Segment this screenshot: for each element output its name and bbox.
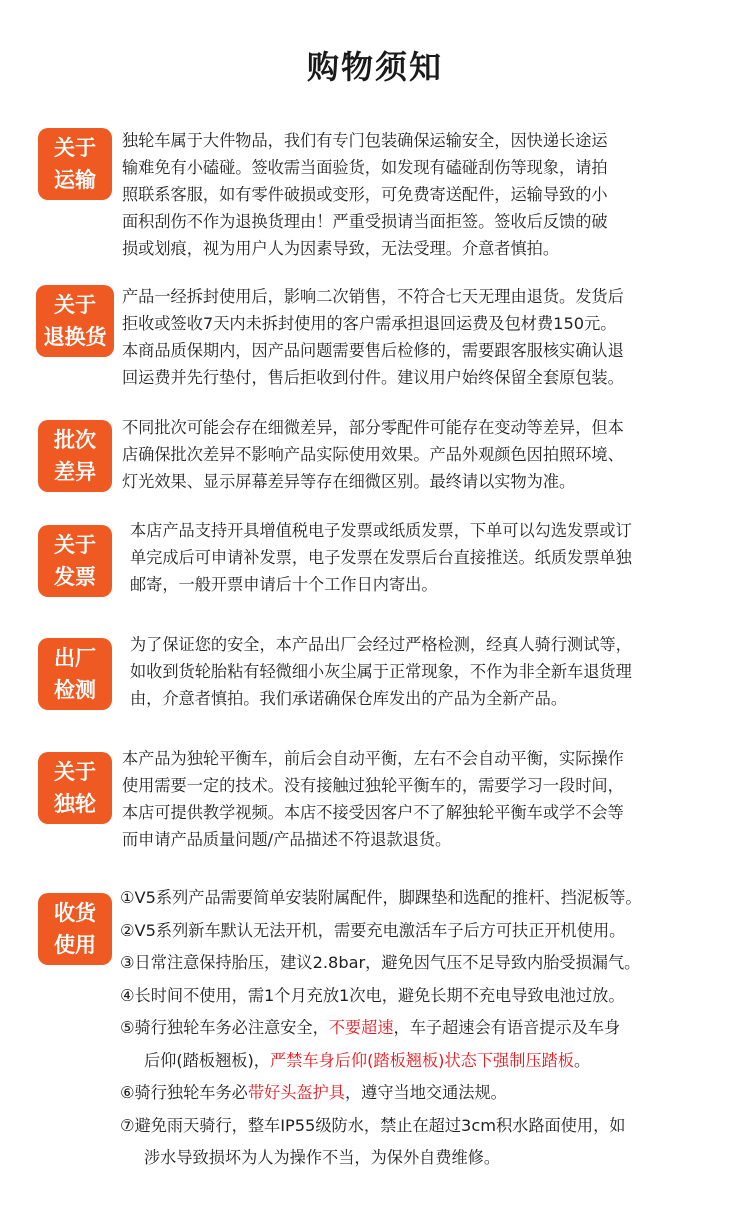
badge-invoice xyxy=(38,525,112,597)
warning-text: 不要超速 xyxy=(328,1018,394,1037)
badge-line: 检测 xyxy=(54,678,96,702)
note-item: 后仰(踏板翘板)，严禁车身后仰(踏板翘板)状态下强制压踏板。 xyxy=(144,1050,591,1070)
badge-receipt-use xyxy=(38,893,112,965)
text-line: 邮寄，一般开票申请后十个工作日内寄出。 xyxy=(130,575,438,594)
returns-text xyxy=(122,283,712,391)
note-item: ⑤骑行独轮车务必注意安全，不要超速，车子超速会有语音提示及车身 xyxy=(120,1018,621,1037)
note-item: ③日常注意保持胎压，建议2.8bar，避免因气压不足导致内胎受损漏气。 xyxy=(120,953,641,972)
batch-text xyxy=(122,414,712,495)
text-line: 本店产品支持开具增值税电子发票或纸质发票，下单可以勾选发票或订 xyxy=(130,521,632,540)
badge-line: 关于 xyxy=(54,136,96,160)
badge-line: 退换货 xyxy=(43,325,107,349)
text-line: 而申请产品质量问题/产品描述不符退款退货。 xyxy=(122,830,452,849)
note-item: 涉水导致损坏为人为操作不当，为保外自费维修。 xyxy=(144,1148,501,1167)
shipping-text xyxy=(122,127,712,262)
badge-factory-test xyxy=(38,638,112,710)
text-line: 本店可提供教学视频。本店不接受因客户不了解独轮平衡车或学不会等 xyxy=(122,803,624,822)
badge-returns xyxy=(36,285,114,357)
factory-test-text xyxy=(130,631,720,712)
text-line: 由，介意者慎拍。我们承诺确保仓库发出的产品为全新产品。 xyxy=(130,689,568,708)
text-line: 回运费并先行垫付，售后拒收到付件。建议用户始终保留全套原包装。 xyxy=(122,368,624,387)
text-line: 本产品为独轮平衡车，前后会自动平衡，左右不会自动平衡，实际操作 xyxy=(122,749,624,768)
text-line: 本商品质保期内，因产品问题需要售后检修的，需要跟客服核实确认退 xyxy=(122,341,624,360)
badge-line: 发票 xyxy=(54,565,96,589)
warning-text: 严禁车身后仰(踏板翘板)状态下强制压踏板 xyxy=(269,1050,574,1070)
badge-line: 差异 xyxy=(54,460,96,484)
text-line: 店确保批次差异不影响产品实际使用效果。产品外观颜色因拍照环境、 xyxy=(122,445,624,464)
note-item: ①V5系列产品需要简单安装附属配件，脚踝垫和选配的推杆、挡泥板等。 xyxy=(120,888,642,907)
note-item: ④长时间不使用，需1个月充放1次电，避免长期不充电导致电池过放。 xyxy=(120,985,625,1005)
text-line: 面积刮伤不作为退换货理由！严重受损请当面拒签。签收后反馈的破 xyxy=(122,212,608,231)
unicycle-text xyxy=(122,745,712,853)
text-line: 独轮车属于大件物品，我们有专门包装确保运输安全，因快递长途运 xyxy=(122,131,608,150)
text-line: 输难免有小磕碰。签收需当面验货，如发现有磕碰刮伤等现象，请拍 xyxy=(122,158,608,177)
note-item: ⑥骑行独轮车务必带好头盔护具，遵守当地交通法规。 xyxy=(120,1083,507,1102)
badge-line: 独轮 xyxy=(54,792,96,816)
badge-unicycle xyxy=(38,752,112,824)
usage-notes xyxy=(120,882,730,1175)
badge-line: 使用 xyxy=(54,933,96,957)
text-line: 使用需要一定的技术。没有接触过独轮平衡车的，需要学习一段时间， xyxy=(122,776,624,795)
badge-shipping xyxy=(38,128,112,200)
badge-batch xyxy=(38,420,112,492)
badge-line: 关于 xyxy=(54,293,96,317)
text-line: 如收到货轮胎粘有轻微细小灰尘属于正常现象，不作为非全新车退货理 xyxy=(130,662,632,681)
text-line: 为了保证您的安全，本产品出厂会经过严格检测，经真人骑行测试等， xyxy=(130,635,632,654)
badge-line: 收货 xyxy=(54,901,96,925)
text-line: 单完成后可申请补发票，电子发票在发票后台直接推送。纸质发票单独 xyxy=(130,548,632,567)
warning-text: 带好头盔护具 xyxy=(247,1083,345,1102)
text-line: 不同批次可能会存在细微差异，部分零配件可能存在变动等差异，但本 xyxy=(122,418,624,437)
badge-line: 关于 xyxy=(54,760,96,784)
text-line: 拒收或签收7天内未拆封使用的客户需承担退回运费及包材费150元。 xyxy=(122,314,617,333)
note-item: ②V5系列新车默认无法开机，需要充电激活车子后方可扶正开机使用。 xyxy=(120,920,626,940)
text-line: 损或划痕，视为用户人为因素导致，无法受理。介意者慎拍。 xyxy=(122,239,560,258)
badge-line: 关于 xyxy=(54,533,96,557)
badge-line: 批次 xyxy=(54,428,96,452)
note-item: ⑦避免雨天骑行，整车IP55级防水，禁止在超过3cm积水路面使用，如 xyxy=(120,1115,626,1135)
invoice-text xyxy=(130,517,720,598)
badge-line: 运输 xyxy=(54,168,96,192)
text-line: 照联系客服，如有零件破损或变形，可免费寄送配件，运输导致的小 xyxy=(122,185,608,204)
text-line: 灯光效果、显示屏幕差异等存在细微区别。最终请以实物为准。 xyxy=(122,472,576,491)
text-line: 产品一经拆封使用后，影响二次销售，不符合七天无理由退货。发货后 xyxy=(122,287,624,306)
page-title: 购物须知 xyxy=(306,48,443,86)
badge-line: 出厂 xyxy=(54,646,96,670)
